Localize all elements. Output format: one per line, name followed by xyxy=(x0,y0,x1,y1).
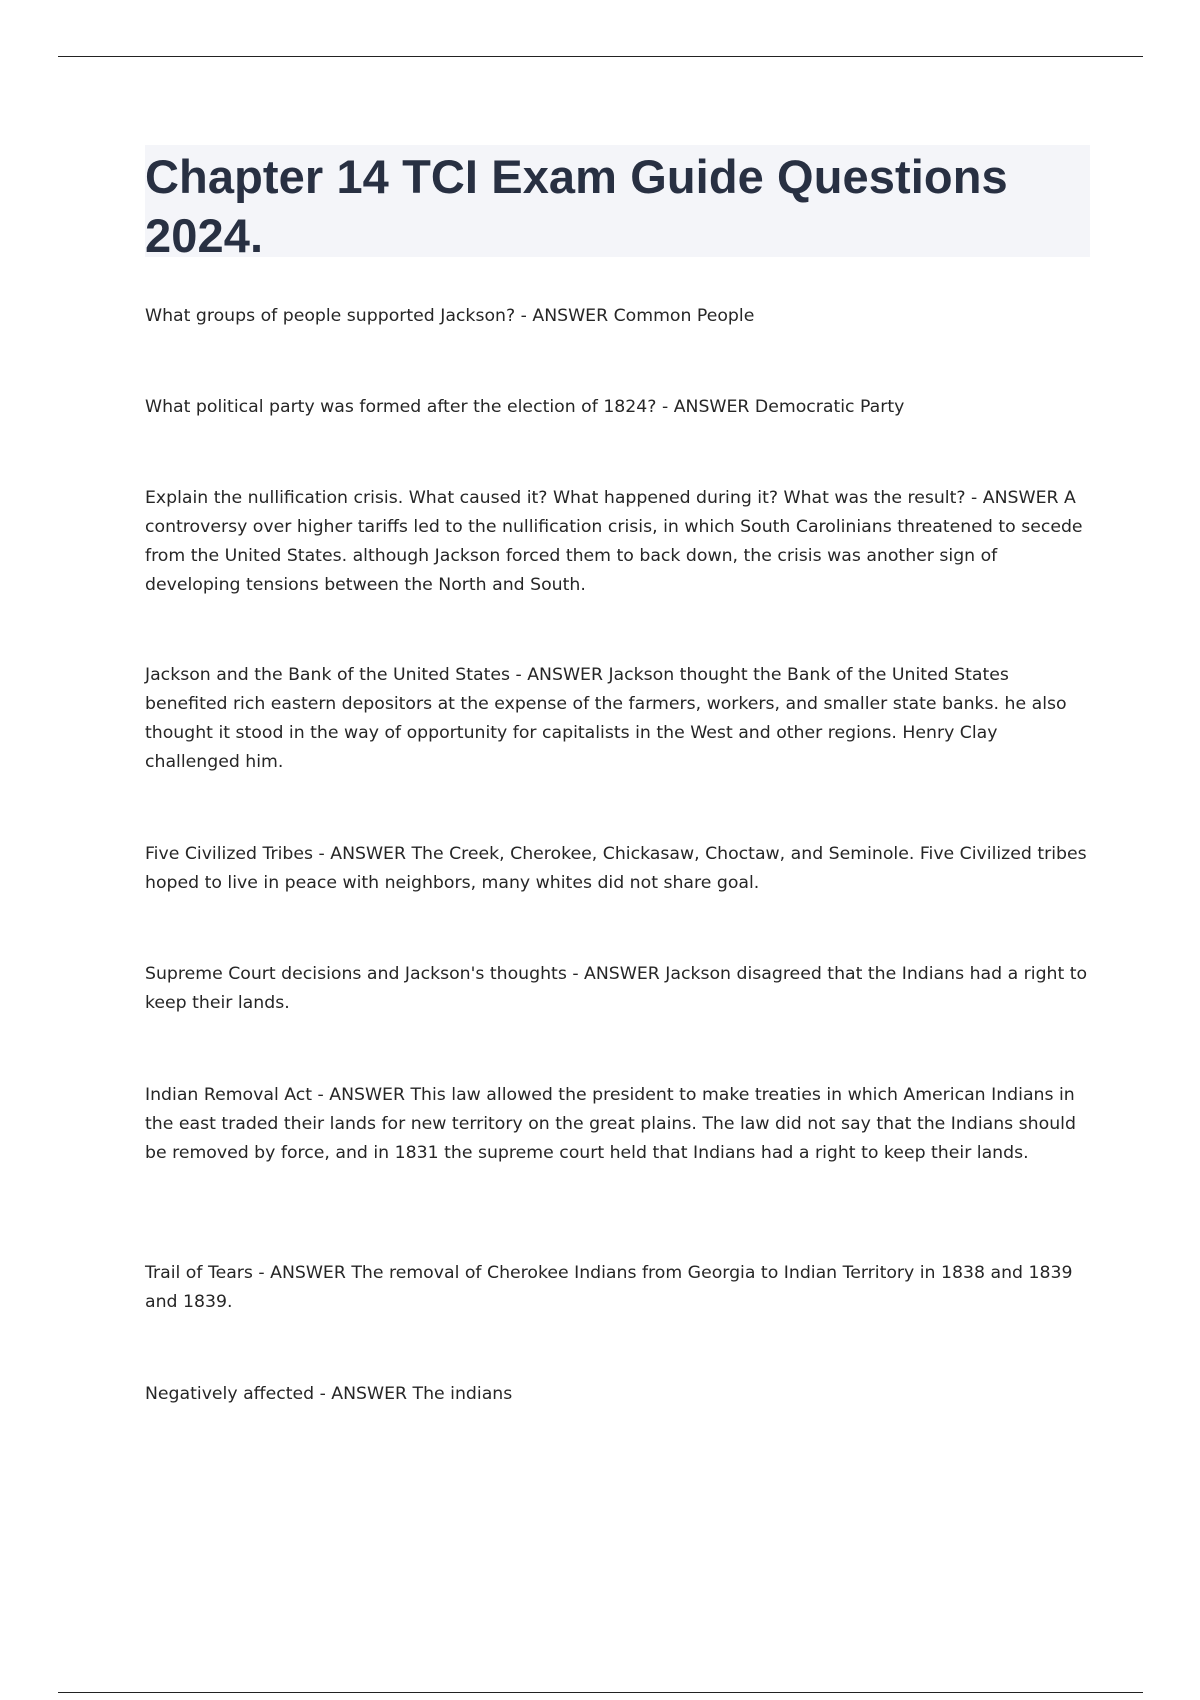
qa-item-4: Jackson and the Bank of the United States - ANSWER Jackson thought the Bank of the United States benefited rich eastern depositors at the expense of the farmers, workers, and smaller state banks. he also thought it stood in the way of opportunity for capitalists in the West and other regions. Henry Clay challenged him. xyxy=(145,665,1067,772)
page-title: Chapter 14 TCI Exam Guide Questions 2024. xyxy=(145,150,1008,262)
qa-item-8: Trail of Tears - ANSWER The removal of Cherokee Indians from Georgia to Indian Territory in 1838 and 1839 and 1839. xyxy=(145,1263,1073,1312)
qa-item-3: Explain the nullification crisis. What caused it? What happened during it? What was the result? - ANSWER A controversy over higher tariffs led to the nullification crisis, in which South Carolinians threatened to secede from the United States. although Jackson forced them to back down, the crisis was another sign of developing tensions between the North and South. xyxy=(145,488,1083,595)
title-block xyxy=(145,145,1090,262)
qa-item-6: Supreme Court decisions and Jackson's thoughts - ANSWER Jackson disagreed that the Indians had a right to keep their lands. xyxy=(145,964,1088,1013)
bottom-rule xyxy=(58,1692,1143,1693)
qa-item-5: Five Civilized Tribes - ANSWER The Creek, Cherokee, Chickasaw, Choctaw, and Seminole. Five Civilized tribes hoped to live in peace with neighbors, many whites did not share goal. xyxy=(145,844,1087,893)
qa-item-9: Negatively affected - ANSWER The indians xyxy=(145,1384,513,1404)
qa-item-1: What groups of people supported Jackson? - ANSWER Common People xyxy=(145,306,755,326)
qa-item-7: Indian Removal Act - ANSWER This law allowed the president to make treaties in which American Indians in the east traded their lands for new territory on the great plains. The law did not say that the Indians should be removed by force, and in 1831 the supreme court held that Indians had a right to keep their lands. xyxy=(145,1085,1076,1163)
top-rule xyxy=(58,56,1143,57)
qa-item-2: What political party was formed after the election of 1824? - ANSWER Democratic Party xyxy=(145,397,905,417)
